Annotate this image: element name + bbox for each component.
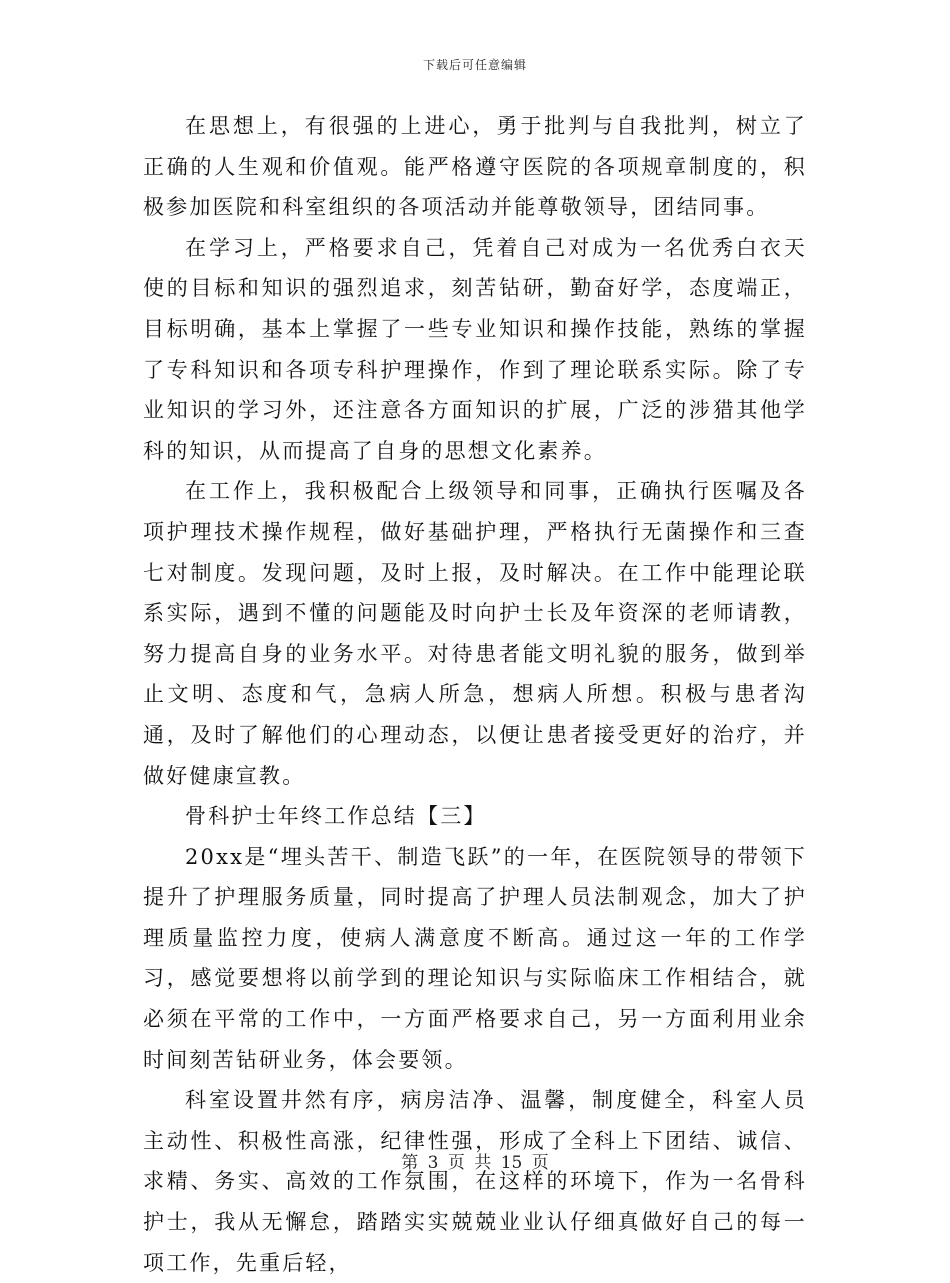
paragraph-study: 在学习上，严格要求自己，凭着自己对成为一名优秀白衣天使的目标和知识的强烈追求，刻苦钻研，勤奋好学，态度端正，目标明确，基本上掌握了一些专业知识和操作技能，熟练的掌握了专科知识和各项专科护理操作，作到了理论联系实际。除了专业知识的学习外，还注意各方面知识的扩展，广泛的涉猎其他学科的知识，从而提高了自身的思想文化素养。 <box>143 235 807 463</box>
section-heading: 骨科护士年终工作总结【三】 <box>185 804 487 829</box>
paragraph-year-summary: 20xx是“埋头苦干、制造飞跃”的一年，在医院领导的带领下提升了护理服务质量，同时提高了护理人员法制观念，加大了护理质量监控力度，使病人满意度不断高。通过这一年的工作学习，感觉要想将以前学到的理论知识与实际临床工作相结合，就必须在平常的工作中，一方面严格要求自己，另一方面利用业余时间刻苦钻研业务，体会要领。 <box>143 844 807 1072</box>
page-footer: 第 3 页 共 15 页 <box>401 1153 549 1173</box>
paragraph-department: 科室设置井然有序，病房洁净、温馨，制度健全，科室人员主动性、积极性高涨，纪律性强，形成了全科上下团结、诚信、求精、务实、高效的工作氛围，在这样的环境下，作为一名骨科护士，我从无懈怠，踏踏实实兢兢业业认仔细真做好自己的每一项工作，先重后轻， <box>143 1088 807 1275</box>
paragraph-thought: 在思想上，有很强的上进心，勇于批判与自我批判，树立了正确的人生观和价值观。能严格遵守医院的各项规章制度的，积极参加医院和科室组织的各项活动并能尊敬领导，团结同事。 <box>143 114 807 220</box>
paragraph-work: 在工作上，我积极配合上级领导和同事，正确执行医嘱及各项护理技术操作规程，做好基础护理，严格执行无菌操作和三查七对制度。发现问题，及时上报，及时解决。在工作中能理论联系实际，遇到不懂的问题能及时向护士长及年资深的老师请教，努力提高自身的业务水平。对待患者能文明礼貌的服务，做到举止文明、态度和气，急病人所急，想病人所想。积极与患者沟通，及时了解他们的心理动态，以便让患者接受更好的治疗，并做好健康宣教。 <box>143 479 807 788</box>
page-header: 下载后可任意编辑 <box>422 58 527 72</box>
document-body <box>143 106 807 1283</box>
